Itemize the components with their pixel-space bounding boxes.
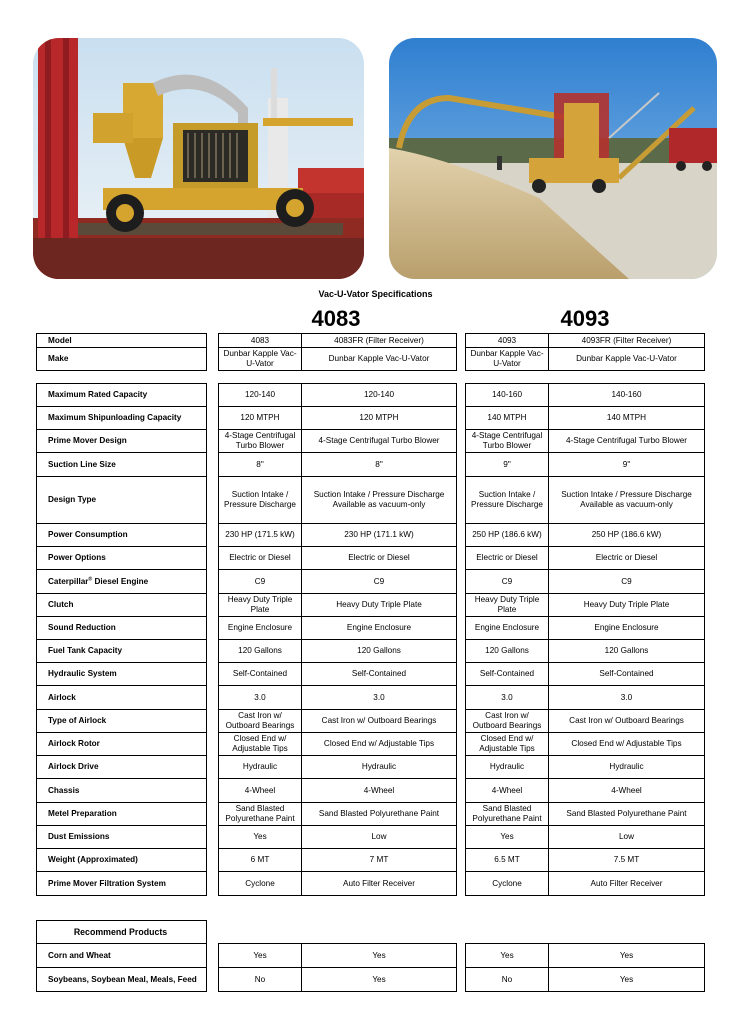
cell-maximum-rated-capacity-2: 140-160 (466, 384, 549, 407)
top-values-4083 (218, 333, 457, 371)
row-label-type-of-airlock: Type of Airlock (37, 710, 207, 733)
cell-corn-and-wheat-2: Yes (466, 944, 549, 968)
cell-metel-preparation-0: Sand Blasted Polyurethane Paint (219, 803, 302, 826)
cell-caterpillar-diesel-engine-1: C9 (302, 570, 457, 594)
cell-corn-and-wheat-0: Yes (219, 944, 302, 968)
cell-airlock-1: 3.0 (302, 686, 457, 710)
cell-airlock-drive-1: Hydraulic (302, 756, 457, 779)
cell-dust-emissions-3: Low (549, 826, 705, 849)
row-label-metel-preparation: Metel Preparation (37, 803, 207, 826)
cell-soybeans-soybean-meal-meals-feed-1: Yes (302, 968, 457, 992)
cell-suction-line-size-3: 9" (549, 453, 705, 477)
cell-maximum-rated-capacity-0: 120-140 (219, 384, 302, 407)
spec-label-table (36, 383, 207, 896)
cell-airlock-rotor-1: Closed End w/ Adjustable Tips (302, 733, 457, 756)
cell-hydraulic-system-0: Self-Contained (219, 663, 302, 686)
row-label-make: Make (37, 348, 207, 371)
cell-soybeans-soybean-meal-meals-feed-2: No (466, 968, 549, 992)
cell-maximum-shipunloading-capacity-1: 120 MTPH (302, 407, 457, 430)
cell-maximum-shipunloading-capacity-0: 120 MTPH (219, 407, 302, 430)
cell-clutch-1: Heavy Duty Triple Plate (302, 594, 457, 617)
cell-weight-approximated-3: 7.5 MT (549, 849, 705, 872)
cell-prime-mover-design-0: 4-Stage Centrifugal Turbo Blower (219, 430, 302, 453)
row-label-soybeans-soybean-meal-meals-feed: Soybeans, Soybean Meal, Meals, Feed (37, 968, 207, 992)
cell-maximum-rated-capacity-3: 140-160 (549, 384, 705, 407)
cell-airlock-0: 3.0 (219, 686, 302, 710)
row-label-prime-mover-design: Prime Mover Design (37, 430, 207, 453)
cell-type-of-airlock-2: Cast Iron w/ Outboard Bearings (466, 710, 549, 733)
cell-weight-approximated-2: 6.5 MT (466, 849, 549, 872)
cell-suction-line-size-2: 9" (466, 453, 549, 477)
cell-soybeans-soybean-meal-meals-feed-3: Yes (549, 968, 705, 992)
cell-model-2: 4093 (466, 334, 549, 348)
cell-suction-line-size-1: 8" (302, 453, 457, 477)
cell-caterpillar-diesel-engine-3: C9 (549, 570, 705, 594)
cell-model-1: 4083FR (Filter Receiver) (302, 334, 457, 348)
cell-maximum-shipunloading-capacity-2: 140 MTPH (466, 407, 549, 430)
cell-hydraulic-system-1: Self-Contained (302, 663, 457, 686)
cell-prime-mover-filtration-system-0: Cyclone (219, 872, 302, 896)
cell-weight-approximated-1: 7 MT (302, 849, 457, 872)
row-label-weight-approximated: Weight (Approximated) (37, 849, 207, 872)
cell-prime-mover-filtration-system-2: Cyclone (466, 872, 549, 896)
row-label-sound-reduction: Sound Reduction (37, 617, 207, 640)
top-values-4093 (465, 333, 705, 371)
cell-power-consumption-0: 230 HP (171.5 kW) (219, 524, 302, 547)
cell-prime-mover-design-2: 4-Stage Centrifugal Turbo Blower (466, 430, 549, 453)
cell-make-2: Dunbar Kapple Vac-U-Vator (466, 348, 549, 371)
cell-clutch-3: Heavy Duty Triple Plate (549, 594, 705, 617)
model-header-4093: 4093 (560, 306, 610, 331)
recommend-heading-table (36, 920, 207, 944)
cell-maximum-shipunloading-capacity-3: 140 MTPH (549, 407, 705, 430)
row-label-corn-and-wheat: Corn and Wheat (37, 944, 207, 968)
document-title: Vac-U-Vator Specifications (318, 289, 433, 299)
recommend-values-4083 (218, 943, 457, 992)
cell-airlock-rotor-2: Closed End w/ Adjustable Tips (466, 733, 549, 756)
cell-chassis-0: 4-Wheel (219, 779, 302, 803)
row-label-power-options: Power Options (37, 547, 207, 570)
cell-type-of-airlock-0: Cast Iron w/ Outboard Bearings (219, 710, 302, 733)
cell-chassis-3: 4-Wheel (549, 779, 705, 803)
cell-sound-reduction-2: Engine Enclosure (466, 617, 549, 640)
cell-chassis-2: 4-Wheel (466, 779, 549, 803)
cell-prime-mover-design-1: 4-Stage Centrifugal Turbo Blower (302, 430, 457, 453)
row-label-power-consumption: Power Consumption (37, 524, 207, 547)
cell-model-0: 4083 (219, 334, 302, 348)
cell-caterpillar-diesel-engine-2: C9 (466, 570, 549, 594)
row-label-caterpillar-diesel-engine: Caterpillar® Diesel Engine (37, 570, 207, 594)
vac-u-vator-on-ship-photo (33, 38, 364, 279)
cell-sound-reduction-1: Engine Enclosure (302, 617, 457, 640)
cell-maximum-rated-capacity-1: 120-140 (302, 384, 457, 407)
row-label-design-type: Design Type (37, 477, 207, 524)
cell-hydraulic-system-3: Self-Contained (549, 663, 705, 686)
cell-corn-and-wheat-1: Yes (302, 944, 457, 968)
cell-prime-mover-design-3: 4-Stage Centrifugal Turbo Blower (549, 430, 705, 453)
row-label-maximum-rated-capacity: Maximum Rated Capacity (37, 384, 207, 407)
recommend-values-4093 (465, 943, 705, 992)
cell-fuel-tank-capacity-0: 120 Gallons (219, 640, 302, 663)
cell-prime-mover-filtration-system-1: Auto Filter Receiver (302, 872, 457, 896)
row-label-fuel-tank-capacity: Fuel Tank Capacity (37, 640, 207, 663)
vac-u-vator-grain-pile-photo (389, 38, 717, 279)
model-header-4083: 4083 (311, 306, 361, 331)
cell-make-3: Dunbar Kapple Vac-U-Vator (549, 348, 705, 371)
cell-soybeans-soybean-meal-meals-feed-0: No (219, 968, 302, 992)
cell-sound-reduction-3: Engine Enclosure (549, 617, 705, 640)
cell-power-consumption-3: 250 HP (186.6 kW) (549, 524, 705, 547)
row-label-chassis: Chassis (37, 779, 207, 803)
cell-type-of-airlock-3: Cast Iron w/ Outboard Bearings (549, 710, 705, 733)
cell-model-3: 4093FR (Filter Receiver) (549, 334, 705, 348)
cell-hydraulic-system-2: Self-Contained (466, 663, 549, 686)
row-label-airlock-drive: Airlock Drive (37, 756, 207, 779)
cell-clutch-2: Heavy Duty Triple Plate (466, 594, 549, 617)
cell-weight-approximated-0: 6 MT (219, 849, 302, 872)
cell-metel-preparation-2: Sand Blasted Polyurethane Paint (466, 803, 549, 826)
cell-chassis-1: 4-Wheel (302, 779, 457, 803)
cell-design-type-3: Suction Intake / Pressure Discharge Available as vacuum-only (549, 477, 705, 524)
row-label-airlock-rotor: Airlock Rotor (37, 733, 207, 756)
row-label-suction-line-size: Suction Line Size (37, 453, 207, 477)
cell-power-consumption-1: 230 HP (171.1 kW) (302, 524, 457, 547)
cell-make-1: Dunbar Kapple Vac-U-Vator (302, 348, 457, 371)
row-label-maximum-shipunloading-capacity: Maximum Shipunloading Capacity (37, 407, 207, 430)
cell-caterpillar-diesel-engine-0: C9 (219, 570, 302, 594)
cell-type-of-airlock-1: Cast Iron w/ Outboard Bearings (302, 710, 457, 733)
cell-airlock-rotor-0: Closed End w/ Adjustable Tips (219, 733, 302, 756)
cell-power-options-0: Electric or Diesel (219, 547, 302, 570)
row-label-model: Model (37, 334, 207, 348)
cell-prime-mover-filtration-system-3: Auto Filter Receiver (549, 872, 705, 896)
cell-sound-reduction-0: Engine Enclosure (219, 617, 302, 640)
cell-power-options-2: Electric or Diesel (466, 547, 549, 570)
row-label-airlock: Airlock (37, 686, 207, 710)
row-label-clutch: Clutch (37, 594, 207, 617)
cell-corn-and-wheat-3: Yes (549, 944, 705, 968)
cell-make-0: Dunbar Kapple Vac-U-Vator (219, 348, 302, 371)
cell-airlock-drive-3: Hydraulic (549, 756, 705, 779)
cell-metel-preparation-1: Sand Blasted Polyurethane Paint (302, 803, 457, 826)
cell-power-options-1: Electric or Diesel (302, 547, 457, 570)
recommend-label-table (36, 943, 207, 992)
spec-values-4083 (218, 383, 457, 896)
cell-power-options-3: Electric or Diesel (549, 547, 705, 570)
row-label-prime-mover-filtration-system: Prime Mover Filtration System (37, 872, 207, 896)
cell-airlock-2: 3.0 (466, 686, 549, 710)
cell-power-consumption-2: 250 HP (186.6 kW) (466, 524, 549, 547)
top-label-table (36, 333, 207, 371)
cell-dust-emissions-2: Yes (466, 826, 549, 849)
cell-design-type-2: Suction Intake / Pressure Discharge (466, 477, 549, 524)
cell-suction-line-size-0: 8" (219, 453, 302, 477)
cell-metel-preparation-3: Sand Blasted Polyurethane Paint (549, 803, 705, 826)
recommend-heading: Recommend Products (37, 921, 207, 944)
cell-airlock-3: 3.0 (549, 686, 705, 710)
cell-airlock-drive-0: Hydraulic (219, 756, 302, 779)
cell-airlock-rotor-3: Closed End w/ Adjustable Tips (549, 733, 705, 756)
spec-values-4093 (465, 383, 705, 896)
row-label-hydraulic-system: Hydraulic System (37, 663, 207, 686)
row-label-dust-emissions: Dust Emissions (37, 826, 207, 849)
cell-fuel-tank-capacity-2: 120 Gallons (466, 640, 549, 663)
cell-clutch-0: Heavy Duty Triple Plate (219, 594, 302, 617)
cell-dust-emissions-0: Yes (219, 826, 302, 849)
cell-design-type-0: Suction Intake / Pressure Discharge (219, 477, 302, 524)
cell-design-type-1: Suction Intake / Pressure Discharge Available as vacuum-only (302, 477, 457, 524)
cell-fuel-tank-capacity-1: 120 Gallons (302, 640, 457, 663)
cell-airlock-drive-2: Hydraulic (466, 756, 549, 779)
cell-dust-emissions-1: Low (302, 826, 457, 849)
cell-fuel-tank-capacity-3: 120 Gallons (549, 640, 705, 663)
